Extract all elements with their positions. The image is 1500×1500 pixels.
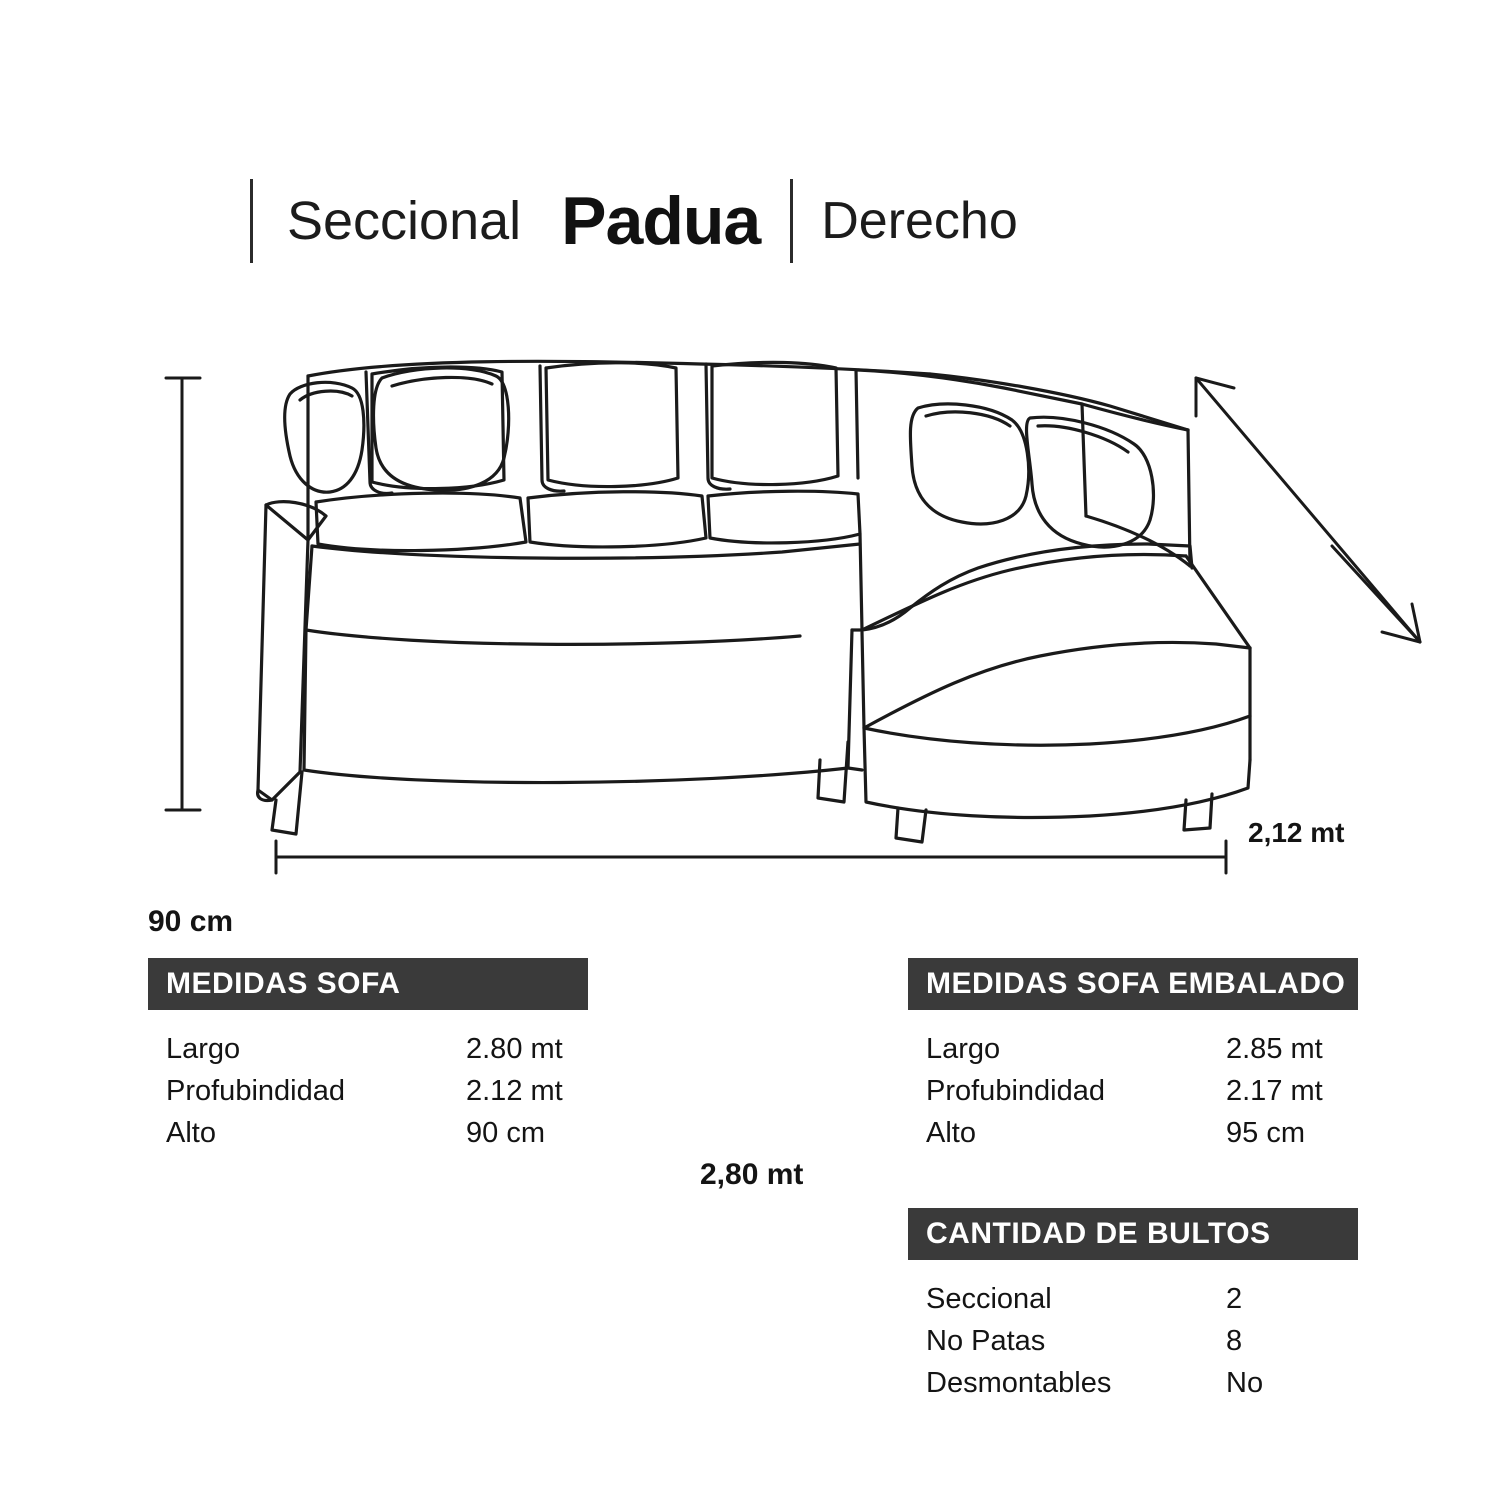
table-row	[166, 1112, 588, 1154]
row-value: 8	[1226, 1325, 1243, 1357]
panel-medidas-sofa-embalado	[908, 958, 1358, 1154]
row-value: 2.17 mt	[1226, 1075, 1323, 1107]
panel-medidas-sofa-embalado-rows	[908, 1028, 1358, 1154]
title-divider-left	[250, 179, 253, 263]
sofa-line-drawing	[0, 330, 1500, 900]
row-label: Alto	[926, 1117, 976, 1149]
row-label: Desmontables	[926, 1367, 1112, 1399]
title-prefix: Seccional	[287, 191, 522, 251]
row-label: Largo	[926, 1033, 1001, 1065]
row-label: No Patas	[926, 1325, 1046, 1357]
panel-medidas-sofa	[148, 958, 588, 1154]
panel-cantidad-de-bultos-rows	[908, 1278, 1358, 1404]
row-label: Alto	[166, 1117, 216, 1149]
panel-cantidad-de-bultos-header: CANTIDAD DE BULTOS	[908, 1208, 1358, 1260]
table-row	[926, 1070, 1358, 1112]
row-value: 2.12 mt	[466, 1075, 563, 1107]
dimension-width-label: 2,80 mt	[700, 1158, 804, 1191]
row-value: 90 cm	[466, 1117, 545, 1149]
table-row	[926, 1278, 1358, 1320]
dimension-height-label: 90 cm	[148, 905, 234, 938]
row-label: Profubindidad	[926, 1075, 1105, 1107]
panel-cantidad-de-bultos	[908, 1208, 1358, 1404]
panel-medidas-sofa-embalado-header: MEDIDAS SOFA EMBALADO	[908, 958, 1358, 1010]
table-row	[926, 1028, 1358, 1070]
row-label: Seccional	[926, 1283, 1052, 1315]
row-label: Profubindidad	[166, 1075, 345, 1107]
row-value: 2.85 mt	[1226, 1033, 1323, 1065]
panel-medidas-sofa-rows	[148, 1028, 588, 1154]
title-divider-right	[790, 179, 793, 263]
row-value: 95 cm	[1226, 1117, 1305, 1149]
row-value: 2.80 mt	[466, 1033, 563, 1065]
table-row	[166, 1070, 588, 1112]
title-variant: Derecho	[821, 192, 1018, 250]
row-value: 2	[1226, 1283, 1243, 1315]
table-row	[926, 1112, 1358, 1154]
dimension-depth-label: 2,12 mt	[1248, 817, 1345, 848]
table-row	[926, 1362, 1358, 1404]
panel-medidas-sofa-header: MEDIDAS SOFA	[148, 958, 588, 1010]
page-title	[250, 175, 1018, 267]
table-row	[166, 1028, 588, 1070]
title-model: Padua	[561, 183, 761, 259]
table-row	[926, 1320, 1358, 1362]
row-value: No	[1226, 1367, 1264, 1399]
row-label: Largo	[166, 1033, 241, 1065]
